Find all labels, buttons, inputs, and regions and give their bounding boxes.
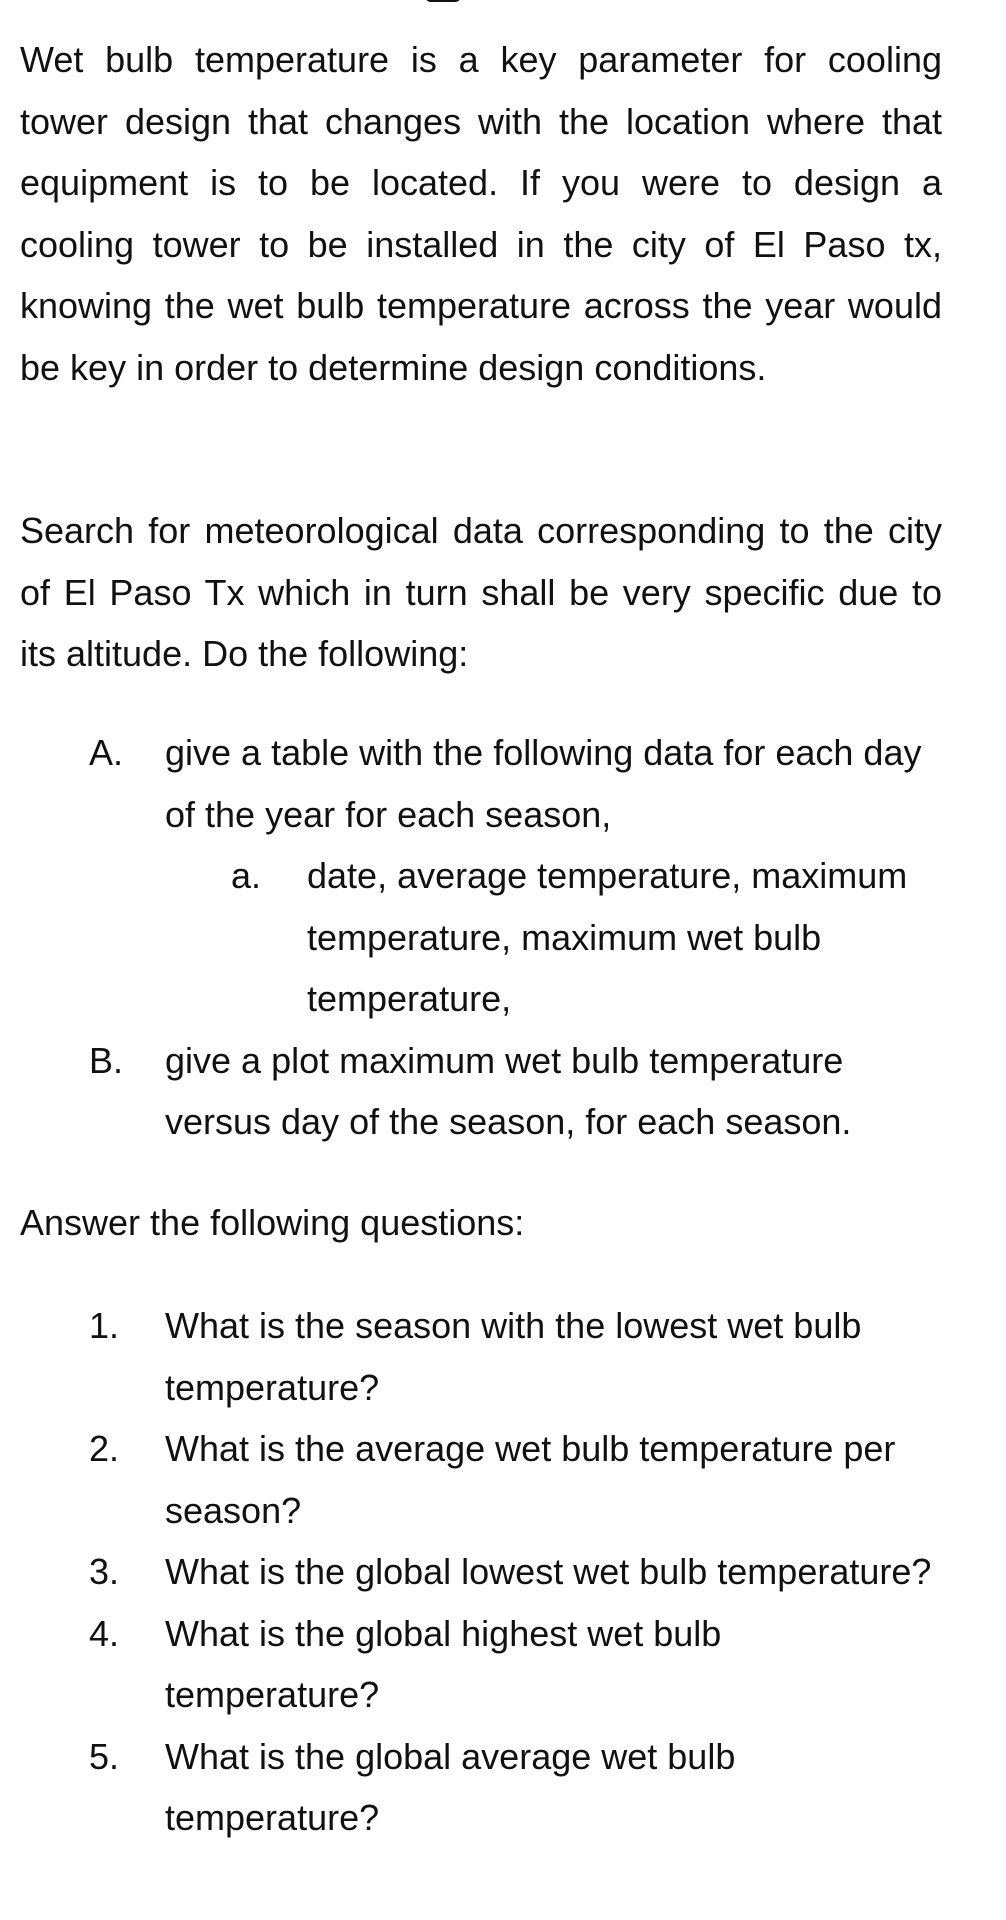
task-sub-list — [231, 845, 927, 1030]
list-marker: 4. — [89, 1612, 120, 1654]
task-sub-item-a — [231, 845, 927, 1030]
task-item-b — [89, 1030, 945, 1153]
question-list — [89, 1295, 945, 1849]
instructions-paragraph: Search for meteorological data corresponding to the city of El Paso Tx which in turn shall be very specific due to its altitude. Do the following: — [20, 510, 942, 674]
task-text: give a table with the following data for each day of the year for each season, — [165, 732, 922, 835]
task-text: give a plot maximum wet bulb temperature versus day of the season, for each season. — [165, 1039, 852, 1142]
question-item — [89, 1418, 945, 1541]
question-item — [89, 1603, 945, 1726]
questions-heading: Answer the following questions: — [20, 1202, 525, 1243]
list-marker: B. — [89, 1039, 124, 1081]
list-marker: A. — [89, 732, 124, 773]
question-text: What is the average wet bulb temperature per season? — [165, 1428, 896, 1531]
task-sub-text: date, average temperature, maximum temperature, maximum wet bulb temperature, — [307, 855, 908, 1019]
question-text: What is the global average wet bulb temperature? — [165, 1735, 736, 1838]
list-marker: 3. — [89, 1551, 120, 1592]
list-marker: a. — [231, 855, 262, 896]
list-marker: 5. — [89, 1735, 120, 1777]
intro-paragraph: Wet bulb temperature is a key parameter for cooling tower design that changes with the location where that equipment is to be located. If you were to design a cooling tower to be installed in the city of El Paso tx, knowing the wet bulb temperature across the year would be key in order to determine design conditions. — [20, 39, 942, 388]
question-item — [89, 1295, 945, 1418]
list-marker: 2. — [89, 1428, 120, 1469]
list-marker: 1. — [89, 1305, 120, 1346]
question-text: What is the season with the lowest wet bulb temperature? — [165, 1305, 862, 1408]
task-item-a — [89, 722, 945, 1030]
cropped-glyph-fragment — [425, 0, 461, 2]
question-text: What is the global highest wet bulb temperature? — [165, 1612, 722, 1715]
question-item — [89, 1726, 945, 1849]
question-text: What is the global lowest wet bulb temperature? — [165, 1551, 932, 1592]
task-list — [89, 722, 945, 1153]
question-item — [89, 1541, 945, 1603]
